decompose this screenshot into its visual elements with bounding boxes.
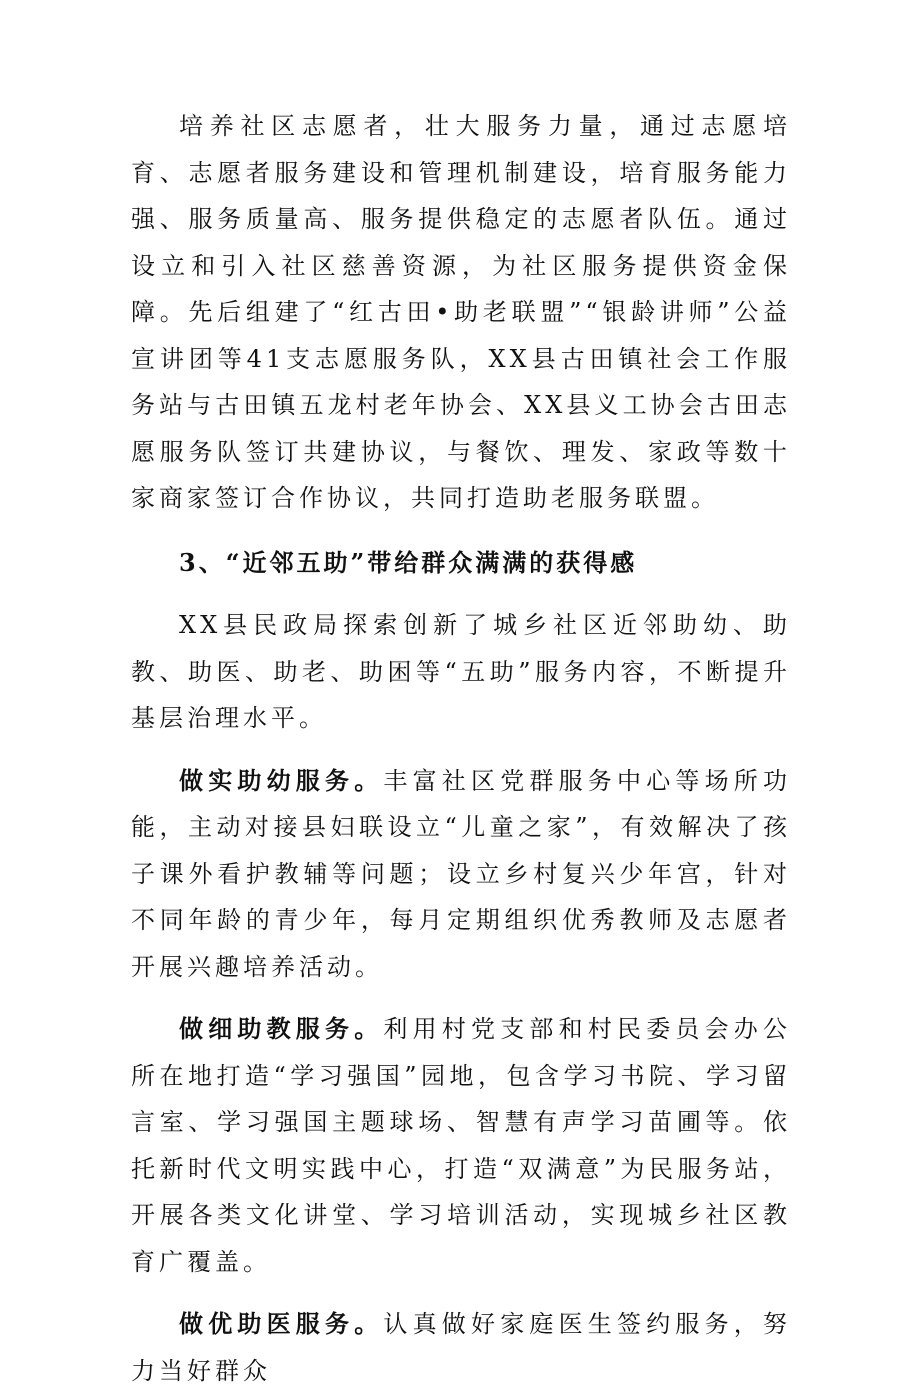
paragraph-education: [131, 1006, 791, 1285]
paragraph-lead: 做细助教服务。: [179, 1014, 384, 1043]
paragraph-childcare: [131, 758, 791, 991]
paragraph-text: 认真做好家庭医生签约服务，努力当好群众: [131, 1310, 792, 1385]
section-heading: 3、“近邻五助”带给群众满满的获得感: [179, 547, 638, 577]
paragraph-text: 培养社区志愿者，壮大服务力量，通过志愿培育、志愿者服务建设和管理机制建设，培育服务能力强、服务质量高、服务提供稳定的志愿者队伍。通过设立和引入社区慈善资源，为社区服务提供资金保障。先后组建了“红古田•助老联盟”“银龄讲师”公益宣讲团等41支志愿服务队，XX县古田镇社会工作服务站与古田镇五龙村老年协会、XX县义工协会古田志愿服务队签订共建协议，与餐饮、理发、家政等数十家商家签订合作协议，共同打造助老服务联盟。: [131, 112, 791, 512]
paragraph-text: 利用村党支部和村民委员会办公所在地打造“学习强国”园地，包含学习书院、学习留言室、学习强国主题球场、智慧有声学习苗圃等。依托新时代文明实践中心，打造“双满意”为民服务站，开展各类文化讲堂、学习培训活动，实现城乡社区教育广覆盖。: [131, 1015, 792, 1276]
paragraph-lead: 做实助幼服务。: [179, 765, 384, 795]
paragraph-intro: XX县民政局探索创新了城乡社区近邻助幼、助教、助医、助老、助困等“五助”服务内容，不断提升基层治理水平。: [131, 611, 791, 732]
paragraph-text: 丰富社区党群服务中心等场所功能，主动对接县妇联设立“儿童之家”，有效解决了孩子课外看护教辅等问题；设立乡村复兴少年宫，针对不同年龄的青少年，每月定期组织优秀教师及志愿者开展兴趣培养活动。: [131, 766, 792, 981]
document-page: [131, 103, 791, 1394]
paragraph-lead: 做优助医服务。: [179, 1309, 384, 1338]
paragraph-volunteers: [131, 103, 791, 522]
paragraph-medical: [131, 1301, 791, 1394]
